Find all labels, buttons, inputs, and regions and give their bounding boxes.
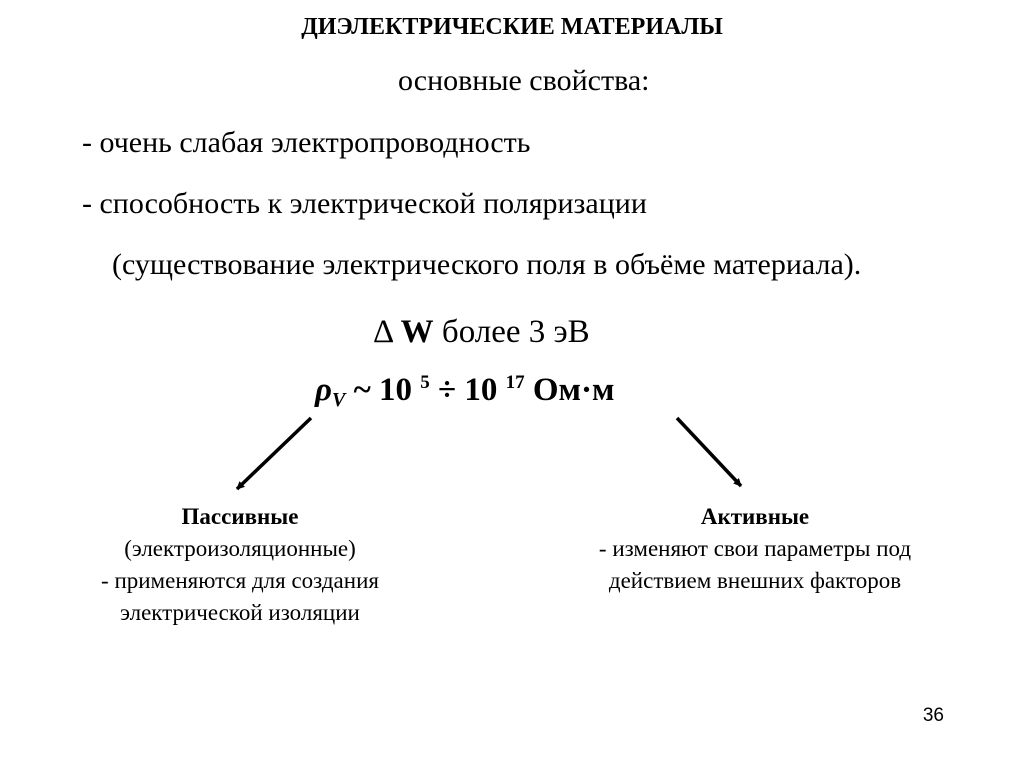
passive-heading: Пассивные	[181, 504, 299, 529]
delta-symbol: Δ	[373, 314, 393, 350]
property-polarization: - способность к электрической поляризации	[82, 187, 647, 220]
resistivity-unit: Ом·м	[524, 372, 615, 408]
energy-variable: W	[400, 314, 434, 350]
arrow-to-passive	[237, 418, 311, 489]
active-line-2: действием внешних факторов	[608, 568, 902, 593]
passive-line-3: электрической изоляции	[120, 600, 360, 625]
resistivity-tilde: ~ 10	[345, 372, 421, 408]
resistivity-exponent-high: 17	[505, 372, 525, 393]
subtitle: основные свойства:	[398, 64, 650, 97]
active-line-1: - изменяют свои параметры под	[598, 536, 912, 561]
page-number: 36	[922, 705, 944, 726]
rho-subscript: V	[332, 389, 346, 411]
slide-title: ДИЭЛЕКТРИЧЕСКИЕ МАТЕРИАЛЫ	[301, 14, 723, 40]
active-heading: Активные	[700, 504, 810, 529]
passive-line-2: - применяются для создания	[101, 568, 379, 593]
resistivity-exponent-low: 5	[420, 372, 430, 393]
active-materials	[540, 501, 970, 597]
passive-line-1: (электроизоляционные)	[124, 536, 356, 561]
energy-text: более 3 эВ	[433, 314, 590, 350]
property-polarization-note: (существование электрического поля в объёме материала).	[112, 248, 862, 281]
arrow-to-active	[677, 418, 741, 486]
property-conductivity: - очень слабая электропроводность	[82, 126, 531, 159]
passive-materials	[30, 501, 450, 629]
rho-symbol: ρ	[315, 372, 332, 408]
resistivity-range: ÷ 10	[429, 372, 506, 408]
